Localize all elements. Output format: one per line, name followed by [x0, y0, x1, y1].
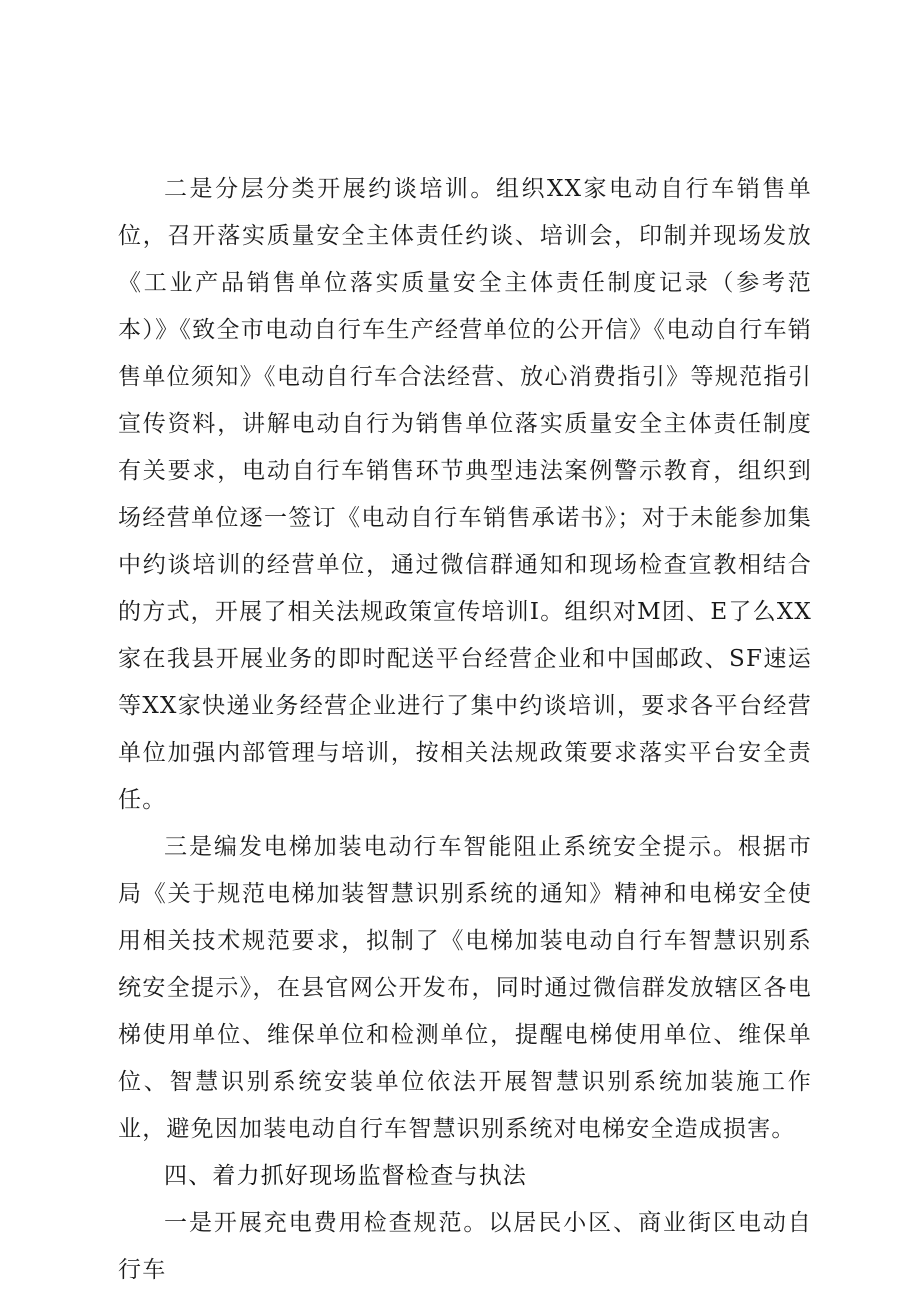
paragraph-elevator-notice: 三是编发电梯加装电动行车智能阻止系统安全提示。根据市局《关于规范电梯加装智慧识别系统的通知》精神和电梯安全使用相关技术规范要求，拟制了《电梯加装电动自行车智慧识别系统安全提示》，在县官网公开发布，同时通过微信群发放辖区各电梯使用单位、维保单位和检测单位，提醒电梯使用单位、维保单位、智慧识别系统安装单位依法开展智慧识别系统加装施工作业，避免因加装电动自行车智慧识别系统对电梯安全造成损害。: [118, 834, 812, 1142]
paragraph-charging-inspection: 一是开展充电费用检查规范。以居民小区、商业街区电动自行车: [118, 1210, 812, 1283]
section-heading: 四、着力抓好现场监督检查与执法: [164, 1163, 527, 1189]
document-body: [118, 166, 812, 1294]
paragraph-training: 二是分层分类开展约谈培训。组织XX家电动自行车销售单位，召开落实质量安全主体责任约谈、培训会，印制并现场发放《工业产品销售单位落实质量安全主体责任制度记录（参考范本）》《致全市电动自行车生产经营单位的公开信》《电动自行车销售单位须知》《电动自行车合法经营、放心消费指引》等规范指引宣传资料，讲解电动自行为销售单位落实质量安全主体责任制度有关要求，电动自行车销售环节典型违法案例警示教育，组织到场经营单位逐一签订《电动自行车销售承诺书》；对于未能参加集中约谈培训的经营单位，通过微信群通知和现场检查宣教相结合的方式，开展了相关法规政策宣传培训I。组织对M团、E了么XX家在我县开展业务的即时配送平台经营企业和中国邮政、SF速运等XX家快递业务经营企业进行了集中约谈培训，要求各平台经营单位加强内部管理与培训，按相关法规政策要求落实平台安全责任。: [118, 176, 812, 813]
